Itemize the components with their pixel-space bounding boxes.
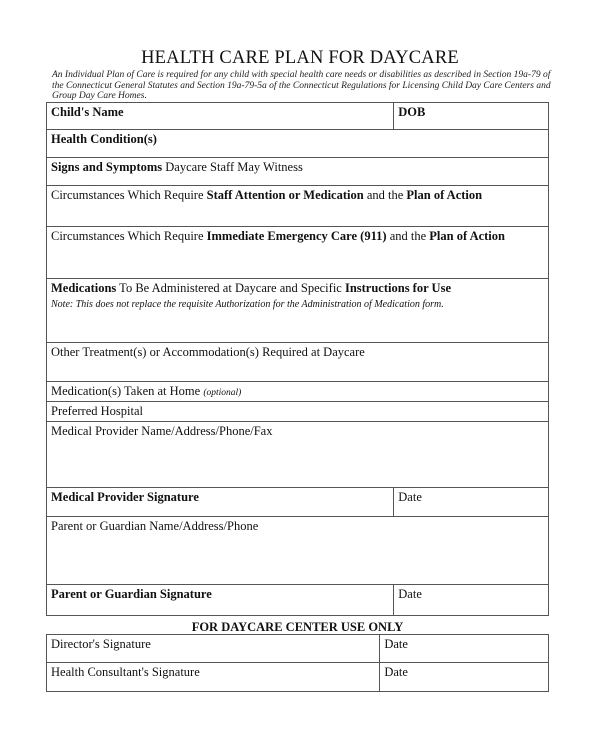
parent-info-field[interactable] <box>47 517 549 585</box>
emergency-care-field[interactable] <box>47 227 549 279</box>
health-condition-field[interactable] <box>47 130 549 158</box>
parent-signature-label: Parent or Guardian Signature <box>51 587 212 601</box>
medication-home-field[interactable] <box>47 382 549 402</box>
circ2-label-pre: Circumstances Which Require <box>51 229 207 243</box>
childs-name-label: Child's Name <box>51 105 124 119</box>
other-treatment-field[interactable] <box>47 343 549 382</box>
preferred-hospital-field[interactable] <box>47 402 549 422</box>
preferred-hospital-label: Preferred Hospital <box>51 404 143 418</box>
provider-signature-field[interactable] <box>47 488 394 517</box>
form-title: HEALTH CARE PLAN FOR DAYCARE <box>141 48 459 68</box>
director-signature-field[interactable] <box>47 635 380 663</box>
care-plan-form <box>46 102 549 616</box>
consultant-date-label: Date <box>384 665 408 679</box>
dob-field[interactable] <box>394 103 549 130</box>
director-date-label: Date <box>384 637 408 651</box>
provider-date-field[interactable] <box>394 488 549 517</box>
medications-label-bold1: Medications <box>51 281 117 295</box>
dob-label: DOB <box>398 105 426 119</box>
circ1-label-bold2: Plan of Action <box>406 188 483 202</box>
parent-info-label: Parent or Guardian Name/Address/Phone <box>51 519 259 533</box>
provider-info-label: Medical Provider Name/Address/Phone/Fax <box>51 424 273 438</box>
other-treatment-label: Other Treatment(s) or Accommodation(s) Required at Daycare <box>51 345 365 359</box>
circ1-label-bold1: Staff Attention or Medication <box>206 188 364 202</box>
medications-label-bold2: Instructions for Use <box>344 281 451 295</box>
medications-note: Note: This does not replace the requisite Authorization for the Administration of Medication form. <box>51 299 444 310</box>
optional-label: (optional) <box>203 388 242 398</box>
health-condition-label: Health Condition(s) <box>51 132 157 146</box>
circ1-label-pre: Circumstances Which Require <box>51 188 207 202</box>
director-signature-label: Director's Signature <box>51 637 151 651</box>
daycare-use-heading: FOR DAYCARE CENTER USE ONLY <box>191 620 404 634</box>
childs-name-field[interactable] <box>47 103 394 130</box>
intro-paragraph: An Individual Plan of Care is required for any child with special health care needs or disabilities as described in Section 19a-79 of the Connecticut General Statutes and Section 19a-79-5a of the Connecticut Regulations for Licensing Child Day Care Centers and Group Day Care Homes. <box>52 70 551 101</box>
circ1-label-mid: and the <box>363 188 407 202</box>
director-date-field[interactable] <box>380 635 549 663</box>
medication-home-label: Medication(s) Taken at Home <box>51 384 204 398</box>
parent-date-label: Date <box>398 587 422 601</box>
provider-info-field[interactable] <box>47 422 549 488</box>
consultant-signature-field[interactable] <box>47 663 380 692</box>
staff-attention-field[interactable] <box>47 186 549 227</box>
parent-signature-field[interactable] <box>47 585 394 616</box>
parent-date-field[interactable] <box>394 585 549 616</box>
daycare-use-table <box>46 634 549 692</box>
signs-symptoms-label: Daycare Staff May Witness <box>162 160 303 174</box>
medications-label-mid: To Be Administered at Daycare and Specific <box>116 281 345 295</box>
consultant-signature-label: Health Consultant's Signature <box>51 665 200 679</box>
provider-signature-label: Medical Provider Signature <box>51 490 199 504</box>
consultant-date-field[interactable] <box>380 663 549 692</box>
circ2-label-mid: and the <box>386 229 430 243</box>
circ2-label-bold2: Plan of Action <box>429 229 505 243</box>
provider-date-label: Date <box>398 490 422 504</box>
signs-symptoms-field[interactable] <box>47 158 549 186</box>
medications-field[interactable] <box>47 279 549 343</box>
signs-symptoms-label-bold: Signs and Symptoms <box>51 160 163 174</box>
circ2-label-bold1: Immediate Emergency Care (911) <box>206 229 387 243</box>
